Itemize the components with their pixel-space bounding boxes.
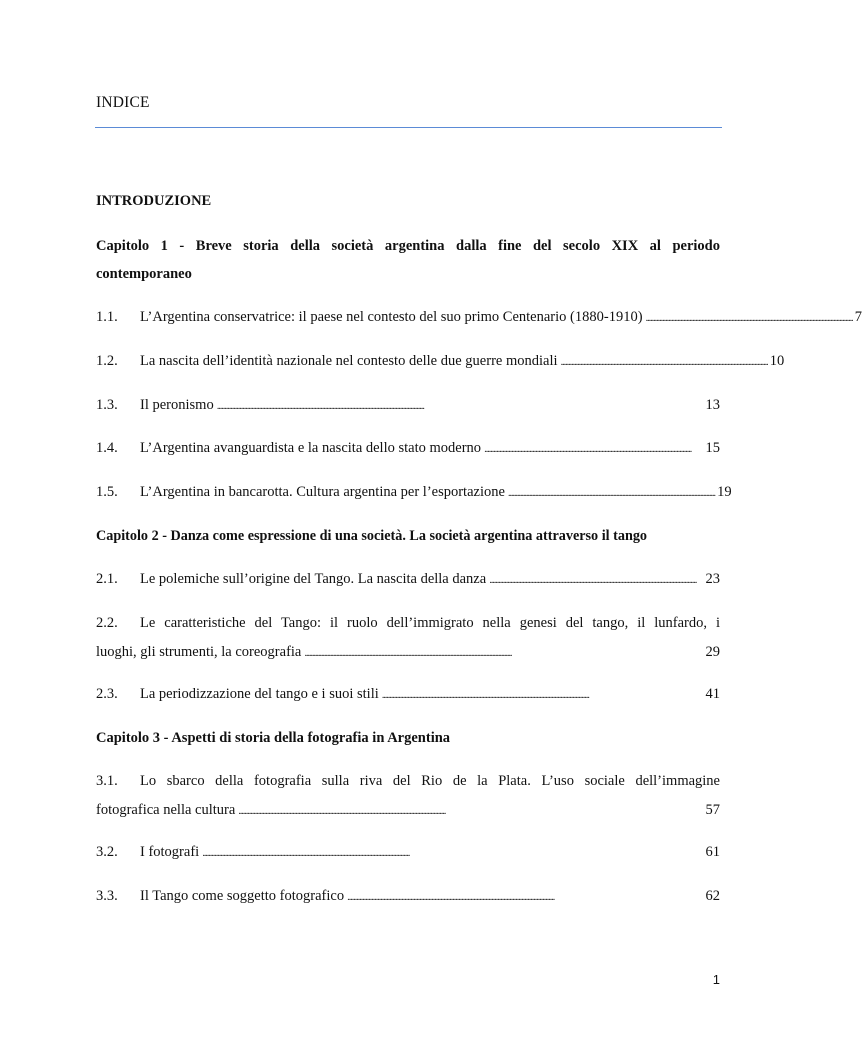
heading-divider <box>95 127 722 128</box>
toc-entry-line2 <box>96 796 720 825</box>
dot-leader <box>561 351 767 366</box>
toc-entry-2-2 <box>96 609 720 667</box>
toc-entry-title-line2: luoghi, gli strumenti, la coreografia <box>96 644 302 660</box>
toc-entry-number: 2.1. <box>96 571 118 587</box>
page-number: 1 <box>712 972 720 987</box>
toc-chapter-2-title: Capitolo 2 - Danza come espressione di una società. La società argentina attraverso il tango <box>96 528 648 544</box>
toc-entry-1-5 <box>96 482 732 503</box>
toc-entry-line1 <box>96 609 720 638</box>
toc-entry-number: 1.3. <box>96 397 118 413</box>
toc-entry-number: 1.4. <box>96 440 118 456</box>
toc-entry-number: 3.1. <box>96 773 118 789</box>
toc-entry-2-3 <box>96 684 720 705</box>
toc-entry-page: 19 <box>717 484 732 500</box>
dot-leader <box>238 796 702 811</box>
dot-leader <box>304 638 702 653</box>
toc-entry-1-1 <box>96 307 862 328</box>
toc-introduction: INTRODUZIONE <box>96 193 212 209</box>
toc-entry-title: I fotografi <box>140 844 200 860</box>
toc-entry-title: Il Tango come soggetto fotografico <box>140 888 345 904</box>
toc-entry-page: 13 <box>705 397 720 413</box>
toc-entry-line1 <box>96 767 720 796</box>
toc-entry-title: L’Argentina conservatrice: il paese nel contesto del suo primo Centenario (1880-1910) <box>140 309 643 325</box>
toc-entry-page: 23 <box>705 571 720 587</box>
toc-entry-1-3 <box>96 395 720 416</box>
toc-entry-page: 7 <box>854 309 862 325</box>
toc-entry-number: 1.1. <box>96 309 118 325</box>
dot-leader <box>484 438 702 453</box>
toc-entry-page: 29 <box>705 644 720 660</box>
toc-entry-page: 15 <box>705 440 720 456</box>
toc-entry-title-line1: Le caratteristiche del Tango: il ruolo dell’immigrato nella genesi del tango, il lunfardo, i <box>140 615 720 631</box>
toc-entry-1-2 <box>96 351 785 372</box>
toc-entry-3-1 <box>96 767 720 825</box>
toc-entry-number: 2.3. <box>96 686 118 702</box>
toc-entry-page: 62 <box>705 888 720 904</box>
toc-entry-1-4 <box>96 438 720 459</box>
toc-entry-number: 3.3. <box>96 888 118 904</box>
toc-entry-title-line2: fotografica nella cultura <box>96 802 236 818</box>
toc-entry-title: L’Argentina in bancarotta. Cultura argentina per l’esportazione <box>140 484 505 500</box>
toc-chapter-1-title <box>96 232 720 288</box>
toc-entry-page: 57 <box>705 802 720 818</box>
dot-leader <box>508 482 714 497</box>
toc-entry-2-1 <box>96 569 720 590</box>
dot-leader <box>646 307 852 322</box>
toc-entry-number: 1.5. <box>96 484 118 500</box>
toc-entry-title: Il peronismo <box>140 397 214 413</box>
toc-chapter-3-title: Capitolo 3 - Aspetti di storia della fotografia in Argentina <box>96 730 451 746</box>
dot-leader <box>202 842 702 857</box>
toc-entry-title: L’Argentina avanguardista e la nascita dello stato moderno <box>140 440 482 456</box>
toc-entry-title-line1: Lo sbarco della fotografia sulla riva del Rio de la Plata. L’uso sociale dell’immagine <box>140 773 720 789</box>
toc-entry-3-3 <box>96 886 720 907</box>
toc-chapter-1-title-line1: Capitolo 1 - Breve storia della società argentina dalla fine del secolo XIX al periodo <box>96 238 720 254</box>
toc-entry-number: 1.2. <box>96 353 118 369</box>
toc-entry-page: 41 <box>705 686 720 702</box>
toc-entry-line2 <box>96 638 720 667</box>
toc-entry-3-2 <box>96 842 720 863</box>
toc-entry-number: 3.2. <box>96 844 118 860</box>
dot-leader <box>489 569 702 584</box>
page-heading: INDICE <box>96 94 150 111</box>
dot-leader <box>347 886 702 901</box>
toc-entry-title: La nascita dell’identità nazionale nel contesto delle due guerre mondiali <box>140 353 558 369</box>
dot-leader <box>382 684 703 699</box>
toc-entry-title: Le polemiche sull’origine del Tango. La nascita della danza <box>140 571 487 587</box>
toc-entry-page: 10 <box>769 353 785 369</box>
toc-chapter-1-title-line2: contemporaneo <box>96 266 192 282</box>
toc-entry-title: La periodizzazione del tango e i suoi stili <box>140 686 379 702</box>
toc-entry-page: 61 <box>705 844 720 860</box>
toc-entry-number: 2.2. <box>96 615 118 631</box>
dot-leader <box>217 395 703 410</box>
